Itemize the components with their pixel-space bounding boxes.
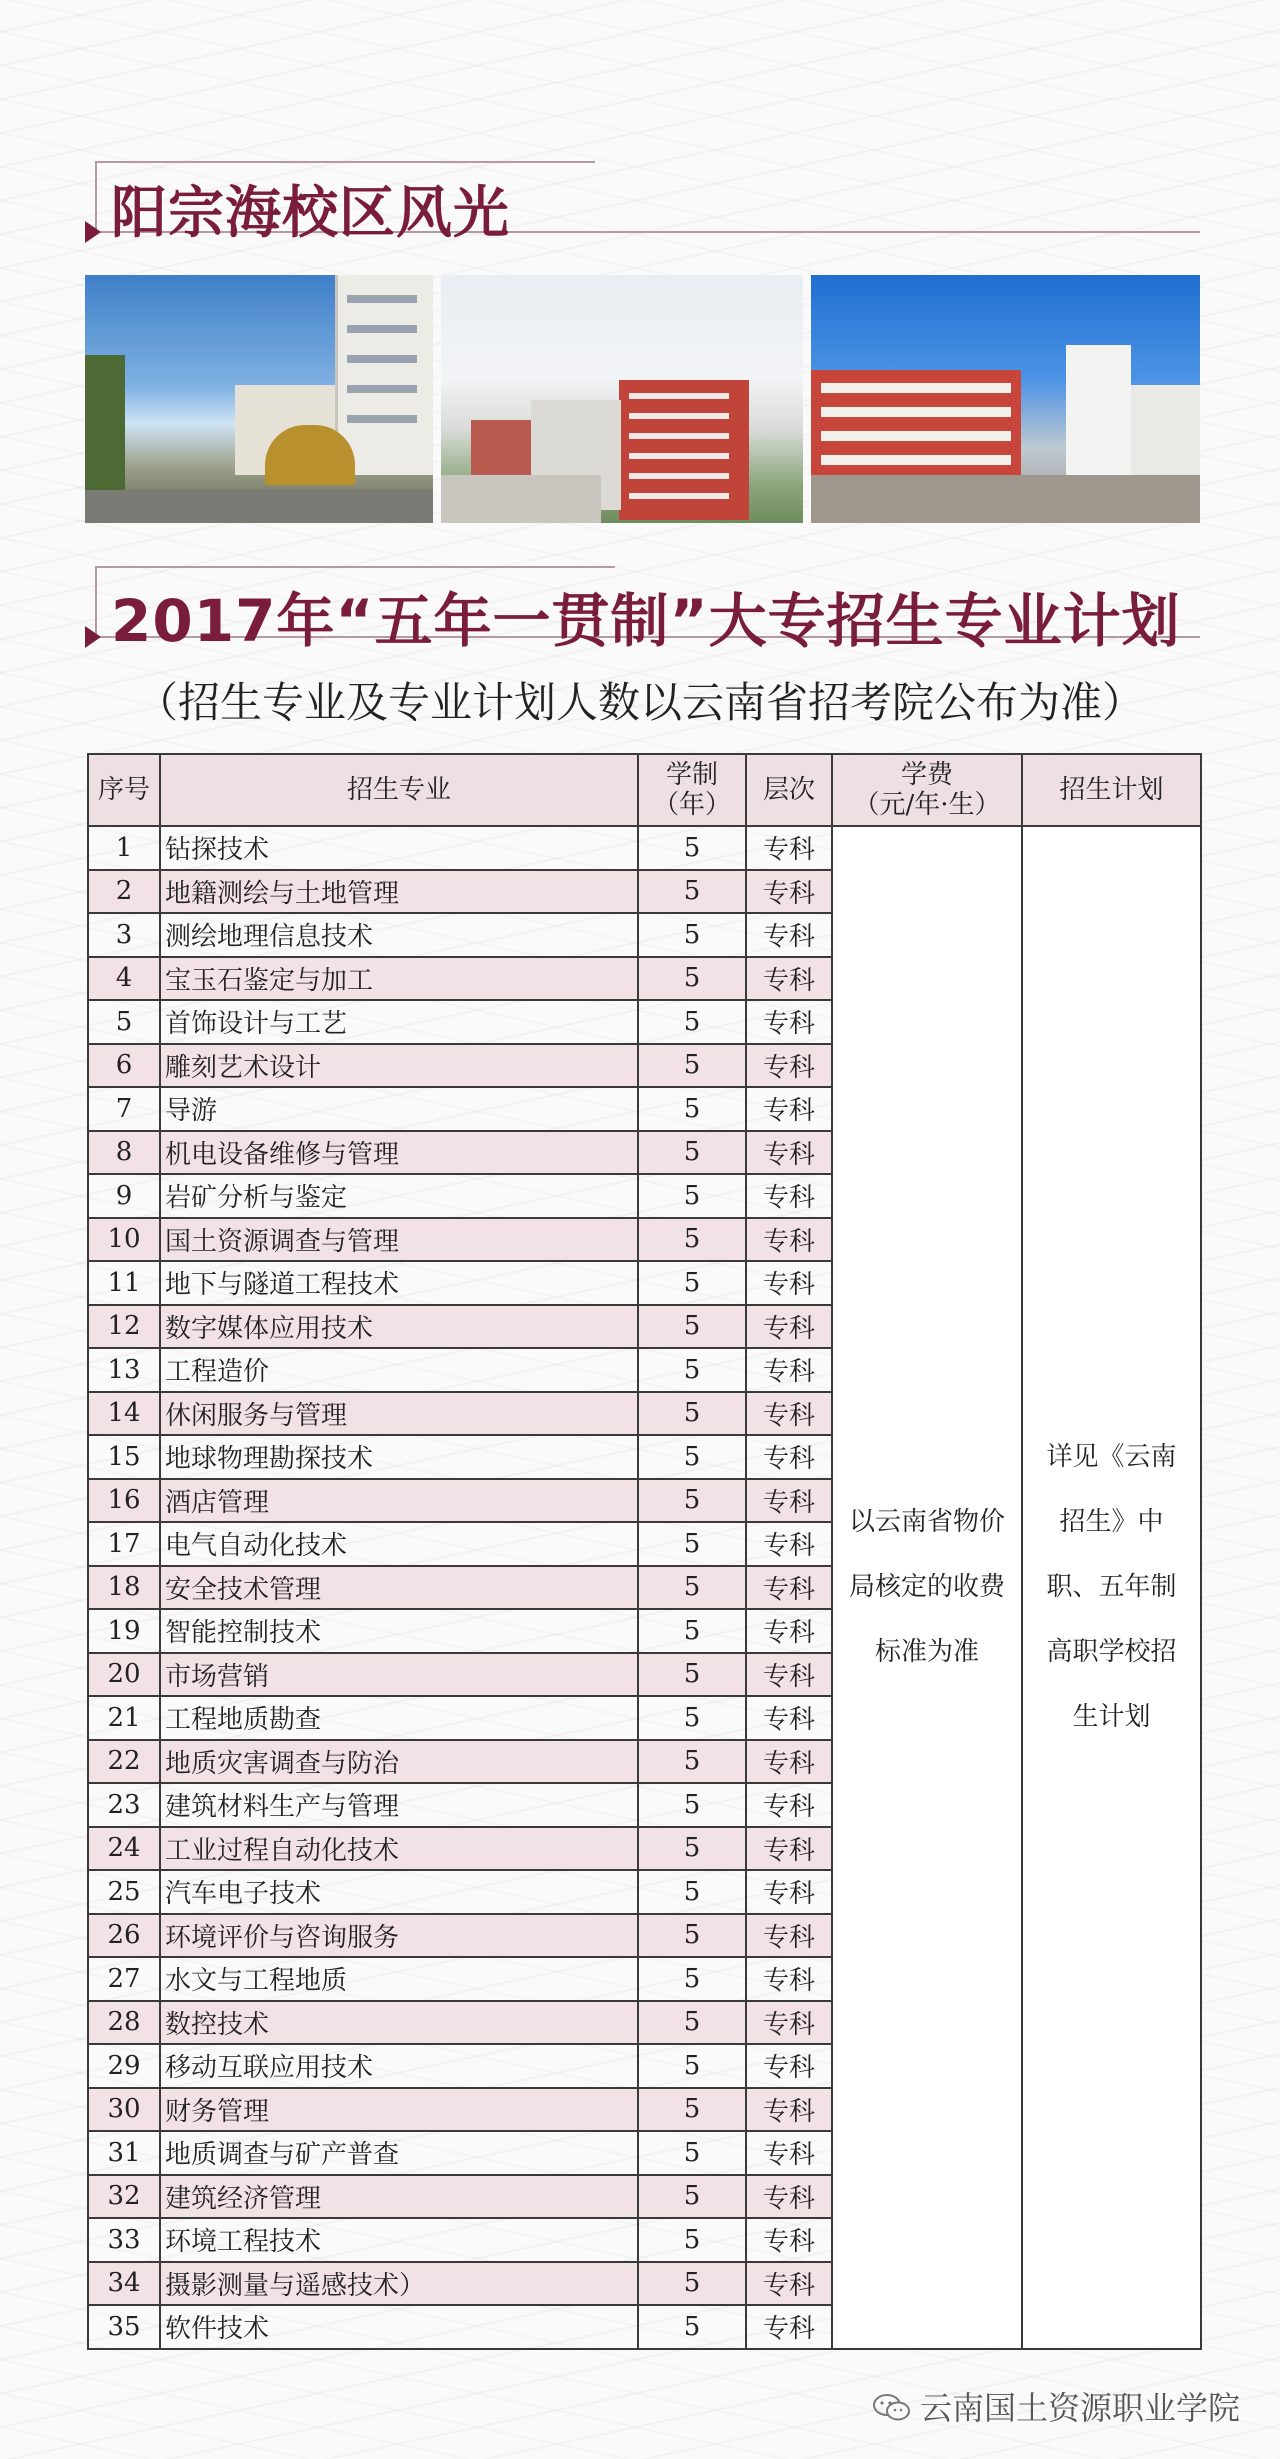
- row-years-cell: 5: [638, 1000, 746, 1044]
- row-no-cell: 24: [88, 1827, 160, 1871]
- row-level-cell: 专科: [746, 1392, 832, 1436]
- campus-photo-3: [811, 275, 1200, 523]
- row-years-cell: 5: [638, 913, 746, 957]
- row-level-cell: 专科: [746, 1696, 832, 1740]
- row-years-cell: 5: [638, 1783, 746, 1827]
- header-level: 层次: [746, 754, 832, 826]
- row-level-cell: 专科: [746, 826, 832, 870]
- row-no-cell: 35: [88, 2305, 160, 2349]
- header-no: 序号: [88, 754, 160, 826]
- row-level-cell: 专科: [746, 1566, 832, 1610]
- row-years-cell: 5: [638, 1218, 746, 1262]
- row-level-cell: 专科: [746, 1870, 832, 1914]
- row-no-cell: 6: [88, 1044, 160, 1088]
- row-years-cell: 5: [638, 1392, 746, 1436]
- campus-photo-2: [441, 275, 803, 523]
- row-major-cell: 地质灾害调查与防治: [160, 1740, 638, 1784]
- row-level-cell: 专科: [746, 1914, 832, 1958]
- row-no-cell: 32: [88, 2175, 160, 2219]
- wechat-icon: [872, 2393, 912, 2423]
- row-years-cell: 5: [638, 1044, 746, 1088]
- row-level-cell: 专科: [746, 2305, 832, 2349]
- row-major-cell: 汽车电子技术: [160, 1870, 638, 1914]
- header-arrow-icon: [85, 221, 101, 243]
- row-level-cell: 专科: [746, 2131, 832, 2175]
- row-major-cell: 酒店管理: [160, 1479, 638, 1523]
- row-major-cell: 数控技术: [160, 2001, 638, 2045]
- row-major-cell: 市场营销: [160, 1653, 638, 1697]
- row-no-cell: 5: [88, 1000, 160, 1044]
- row-years-cell: 5: [638, 957, 746, 1001]
- row-no-cell: 22: [88, 1740, 160, 1784]
- row-no-cell: 31: [88, 2131, 160, 2175]
- fee-note-line: 标准为准: [874, 1636, 979, 1667]
- fee-note-line: 局核定的收费: [848, 1571, 1005, 1602]
- row-major-cell: 工程地质勘查: [160, 1696, 638, 1740]
- row-major-cell: 雕刻艺术设计: [160, 1044, 638, 1088]
- plan-note-line: 招生》中: [1059, 1506, 1164, 1537]
- row-years-cell: 5: [638, 1522, 746, 1566]
- row-no-cell: 20: [88, 1653, 160, 1697]
- row-major-cell: 建筑经济管理: [160, 2175, 638, 2219]
- row-major-cell: 工程造价: [160, 1348, 638, 1392]
- row-years-cell: 5: [638, 1957, 746, 2001]
- row-years-cell: 5: [638, 1174, 746, 1218]
- watermark: [872, 2383, 1240, 2429]
- row-level-cell: 专科: [746, 1435, 832, 1479]
- row-level-cell: 专科: [746, 2001, 832, 2045]
- row-major-cell: 地球物理勘探技术: [160, 1435, 638, 1479]
- row-major-cell: 机电设备维修与管理: [160, 1131, 638, 1175]
- row-major-cell: 数字媒体应用技术: [160, 1305, 638, 1349]
- row-years-cell: 5: [638, 1348, 746, 1392]
- row-level-cell: 专科: [746, 1044, 832, 1088]
- row-major-cell: 智能控制技术: [160, 1609, 638, 1653]
- header-plan: 招生计划: [1022, 754, 1201, 826]
- row-years-cell: 5: [638, 1261, 746, 1305]
- row-major-cell: 环境评价与咨询服务: [160, 1914, 638, 1958]
- campus-section-title: 阳宗海校区风光: [111, 181, 510, 246]
- row-level-cell: 专科: [746, 1087, 832, 1131]
- row-level-cell: 专科: [746, 1957, 832, 2001]
- header-fee-line1: 学费: [900, 760, 953, 790]
- row-no-cell: 26: [88, 1914, 160, 1958]
- row-no-cell: 7: [88, 1087, 160, 1131]
- row-no-cell: 11: [88, 1261, 160, 1305]
- row-level-cell: 专科: [746, 2175, 832, 2219]
- header-fee-line2: （元/年·生）: [853, 790, 1001, 820]
- row-level-cell: 专科: [746, 1609, 832, 1653]
- row-years-cell: 5: [638, 870, 746, 914]
- row-no-cell: 14: [88, 1392, 160, 1436]
- section-header-campus: [85, 155, 1200, 255]
- header-years-line1: 学制: [665, 760, 718, 790]
- row-level-cell: 专科: [746, 913, 832, 957]
- row-level-cell: 专科: [746, 2044, 832, 2088]
- row-major-cell: 岩矿分析与鉴定: [160, 1174, 638, 1218]
- row-level-cell: 专科: [746, 1740, 832, 1784]
- row-major-cell: 宝玉石鉴定与加工: [160, 957, 638, 1001]
- row-years-cell: 5: [638, 1870, 746, 1914]
- row-major-cell: 地下与隧道工程技术: [160, 1261, 638, 1305]
- row-years-cell: 5: [638, 2262, 746, 2306]
- row-no-cell: 1: [88, 826, 160, 870]
- row-major-cell: 导游: [160, 1087, 638, 1131]
- plan-note-line: 详见《云南: [1046, 1441, 1177, 1472]
- row-years-cell: 5: [638, 2001, 746, 2045]
- row-no-cell: 19: [88, 1609, 160, 1653]
- row-years-cell: 5: [638, 2131, 746, 2175]
- row-years-cell: 5: [638, 1914, 746, 1958]
- campus-photo-strip: [85, 275, 1200, 523]
- header-years-line2: （年）: [652, 790, 731, 820]
- plan-note-line: 高职学校招: [1046, 1636, 1177, 1667]
- row-level-cell: 专科: [746, 1131, 832, 1175]
- row-level-cell: 专科: [746, 2262, 832, 2306]
- row-years-cell: 5: [638, 1566, 746, 1610]
- row-years-cell: 5: [638, 1740, 746, 1784]
- row-major-cell: 移动互联应用技术: [160, 2044, 638, 2088]
- row-years-cell: 5: [638, 1609, 746, 1653]
- table-row: [88, 826, 1201, 870]
- row-no-cell: 34: [88, 2262, 160, 2306]
- row-no-cell: 21: [88, 1696, 160, 1740]
- row-no-cell: 33: [88, 2218, 160, 2262]
- row-major-cell: 国土资源调查与管理: [160, 1218, 638, 1262]
- campus-photo-1: [85, 275, 433, 523]
- row-major-cell: 休闲服务与管理: [160, 1392, 638, 1436]
- row-major-cell: 环境工程技术: [160, 2218, 638, 2262]
- row-no-cell: 18: [88, 1566, 160, 1610]
- row-years-cell: 5: [638, 1131, 746, 1175]
- watermark-text: 云南国土资源职业学院: [919, 2389, 1240, 2427]
- row-no-cell: 28: [88, 2001, 160, 2045]
- row-no-cell: 9: [88, 1174, 160, 1218]
- row-years-cell: 5: [638, 2088, 746, 2132]
- row-major-cell: 水文与工程地质: [160, 1957, 638, 2001]
- row-no-cell: 8: [88, 1131, 160, 1175]
- row-years-cell: 5: [638, 1696, 746, 1740]
- plan-subtitle: （招生专业及专业计划人数以云南省招考院公布为准）: [135, 678, 1144, 727]
- header-years: [638, 754, 746, 826]
- row-no-cell: 3: [88, 913, 160, 957]
- row-years-cell: 5: [638, 1653, 746, 1697]
- row-level-cell: 专科: [746, 2088, 832, 2132]
- row-years-cell: 5: [638, 1479, 746, 1523]
- row-years-cell: 5: [638, 1305, 746, 1349]
- row-level-cell: 专科: [746, 2218, 832, 2262]
- row-major-cell: 地质调查与矿产普查: [160, 2131, 638, 2175]
- header-arrow-icon: [85, 626, 101, 648]
- fee-note-line: 以云南省物价: [848, 1506, 1005, 1537]
- row-level-cell: 专科: [746, 1218, 832, 1262]
- header-frame-top: [95, 566, 615, 568]
- row-no-cell: 27: [88, 1957, 160, 2001]
- row-level-cell: 专科: [746, 1000, 832, 1044]
- row-years-cell: 5: [638, 1435, 746, 1479]
- plan-note-line: 职、五年制: [1046, 1571, 1177, 1602]
- row-major-cell: 软件技术: [160, 2305, 638, 2349]
- row-major-cell: 首饰设计与工艺: [160, 1000, 638, 1044]
- header-frame-top: [95, 161, 595, 163]
- row-level-cell: 专科: [746, 957, 832, 1001]
- row-major-cell: 财务管理: [160, 2088, 638, 2132]
- header-fee: [832, 754, 1022, 826]
- row-major-cell: 电气自动化技术: [160, 1522, 638, 1566]
- row-level-cell: 专科: [746, 1305, 832, 1349]
- fee-note-cell: [832, 826, 1022, 2349]
- row-no-cell: 15: [88, 1435, 160, 1479]
- plan-note-cell: [1022, 826, 1201, 2349]
- row-years-cell: 5: [638, 826, 746, 870]
- row-major-cell: 建筑材料生产与管理: [160, 1783, 638, 1827]
- row-no-cell: 29: [88, 2044, 160, 2088]
- row-no-cell: 16: [88, 1479, 160, 1523]
- row-no-cell: 10: [88, 1218, 160, 1262]
- row-years-cell: 5: [638, 2305, 746, 2349]
- row-level-cell: 专科: [746, 1653, 832, 1697]
- row-years-cell: 5: [638, 1087, 746, 1131]
- row-no-cell: 17: [88, 1522, 160, 1566]
- plan-note-line: 生计划: [1072, 1701, 1151, 1732]
- row-years-cell: 5: [638, 2044, 746, 2088]
- plan-section-title: 2017年“五年一贯制”大专招生专业计划: [111, 587, 1181, 655]
- row-level-cell: 专科: [746, 1261, 832, 1305]
- row-level-cell: 专科: [746, 1522, 832, 1566]
- row-years-cell: 5: [638, 2218, 746, 2262]
- table-header-row: [88, 754, 1201, 826]
- row-major-cell: 工业过程自动化技术: [160, 1827, 638, 1871]
- row-major-cell: 钻探技术: [160, 826, 638, 870]
- row-level-cell: 专科: [746, 1827, 832, 1871]
- row-no-cell: 4: [88, 957, 160, 1001]
- section-header-plan: [85, 560, 1200, 660]
- row-level-cell: 专科: [746, 1174, 832, 1218]
- row-no-cell: 23: [88, 1783, 160, 1827]
- row-no-cell: 25: [88, 1870, 160, 1914]
- row-no-cell: 12: [88, 1305, 160, 1349]
- row-level-cell: 专科: [746, 1479, 832, 1523]
- enrollment-plan-table: [87, 753, 1202, 2350]
- row-major-cell: 地籍测绘与土地管理: [160, 870, 638, 914]
- row-level-cell: 专科: [746, 1783, 832, 1827]
- row-years-cell: 5: [638, 2175, 746, 2219]
- row-level-cell: 专科: [746, 1348, 832, 1392]
- row-years-cell: 5: [638, 1827, 746, 1871]
- row-major-cell: 安全技术管理: [160, 1566, 638, 1610]
- row-major-cell: 摄影测量与遥感技术）: [160, 2262, 638, 2306]
- row-no-cell: 13: [88, 1348, 160, 1392]
- row-major-cell: 测绘地理信息技术: [160, 913, 638, 957]
- row-no-cell: 30: [88, 2088, 160, 2132]
- header-major: 招生专业: [160, 754, 638, 826]
- row-level-cell: 专科: [746, 870, 832, 914]
- row-no-cell: 2: [88, 870, 160, 914]
